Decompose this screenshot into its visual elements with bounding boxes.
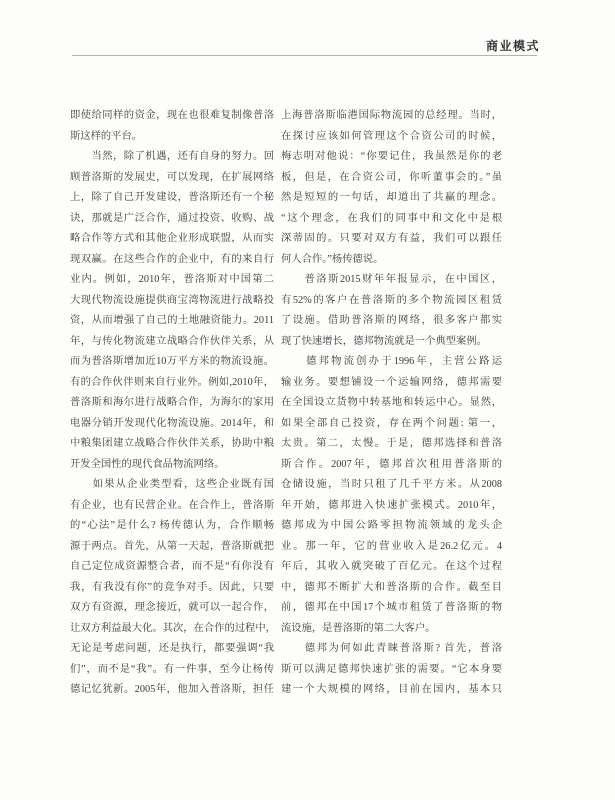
text-line: 有52%的客户在普洛斯的多个物流园区租赁: [281, 294, 502, 306]
text-line: 板，但是，在合资公司，你听董事会的。”虽: [281, 171, 502, 183]
text-line: 德邦成为中国公路零担物流领域的龙头企: [281, 520, 502, 531]
text-line: 有的合作伙伴则来自行业外。例如,2010年，: [70, 376, 274, 388]
text-line: 源于两点。首先，从第一天起，普洛斯就把: [70, 540, 274, 552]
text-line: 业。那一年，它的营业收入是26.2亿元。4: [281, 540, 502, 552]
text-line: 德邦为何如此青睐普洛斯? 首先，普洛: [281, 643, 502, 654]
text-line: 我，有我没有你”的竞争对手。因此，只要: [70, 581, 274, 593]
text-line: 诀，那就是广泛合作，通过投资、收购、战: [70, 212, 274, 224]
text-line: 有企业，也有民营企业。在合作上，普洛斯: [70, 499, 274, 511]
text-line: 当然，除了机遇，还有自身的努力。回: [70, 151, 274, 162]
text-line: 双方有资源，理念接近，就可以一起合作，: [70, 602, 274, 613]
text-line: 德记忆犹新。2005年，他加入普洛斯，担任: [70, 684, 274, 695]
text-line: 业内。例如，2010年，普洛斯对中国第二: [70, 274, 274, 285]
text-line: 即使给同样的资金，现在也很难复制像普洛: [70, 110, 274, 121]
text-line: 前，德邦在中国17个城市租赁了普洛斯的物: [281, 602, 502, 613]
text-line: 的“心法”是什么? 杨传德认为，合作顺畅: [70, 520, 274, 531]
text-line: 现双赢。在这些合作的企业中，有的来自行: [70, 253, 274, 265]
text-line: 在探讨应该如何管理这个合资公司的时候，: [281, 130, 502, 142]
text-line: 然是短短的一句话，却道出了共赢的理念。: [281, 192, 502, 203]
text-line: 资，从而增强了自己的土地融资能力。2011: [70, 315, 274, 326]
text-line: 无论是考虑问题，还是执行，都要强调“我: [70, 643, 274, 654]
text-line: 何人合作。”杨传德说。: [281, 253, 384, 265]
text-line: 顾普洛斯的发展史，可以发现，在扩展网络: [70, 171, 274, 183]
text-line: 让双方利益最大化。其次，在合作的过程中，: [70, 622, 276, 634]
text-line: 仓储设施，当时只租了几千平方米。从2008: [281, 479, 502, 490]
text-line: 输业务。要想铺设一个运输网络，德邦需要: [281, 376, 502, 388]
text-line: 年，与传化物流建立战略合作伙伴关系，从: [70, 335, 274, 347]
text-column-right: [281, 106, 502, 701]
text-line: 梅志明对他说：“你要记住，我虽然是你的老: [281, 151, 502, 162]
text-line: 如果从企业类型看，这些企业既有国: [70, 479, 274, 490]
text-line: 德邦物流创办于1996年，主营公路运: [281, 356, 502, 367]
text-line: 年后，其收入就突破了百亿元。在这个过程: [281, 561, 502, 572]
text-line: 上，除了自己开发建设，普洛斯还有一个秘: [70, 192, 274, 203]
page-header-title: 商业模式: [485, 39, 540, 53]
text-column-left: [70, 106, 274, 701]
text-line: 略合作等方式和其他企业形成联盟，从而实: [70, 233, 274, 244]
text-line: 斯这样的平台。: [70, 130, 143, 142]
text-line: 中，德邦不断扩大和普洛斯的合作。截至目: [281, 581, 502, 593]
text-line: 普洛斯和海尔进行战略合作，为海尔的家用: [70, 397, 274, 408]
text-line: 深蒂固的。只要对双方有益，我们可以跟任: [281, 233, 502, 244]
text-line: 开发全国性的现代食品物流网络。: [70, 458, 225, 470]
text-line: 上海普洛斯临港国际物流园的总经理。当时，: [281, 110, 502, 121]
text-line: 们”，而不是“我”。有一件事，至今让杨传: [70, 663, 274, 675]
text-line: 流设施，是普洛斯的第二大客户。: [281, 622, 436, 634]
text-line: 电器分销开发现代化物流设施。2014年，和: [70, 417, 274, 429]
text-line: 现了快速增长，德邦物流就是一个典型案例。: [281, 335, 487, 347]
text-line: 大现代物流设施提供商宝湾物流进行战略投: [70, 294, 274, 306]
text-line: 建一个大规模的网络，目前在国内，基本只: [281, 684, 502, 695]
text-line: 在全国设立货物中转基地和转运中心。显然，: [281, 397, 502, 408]
text-line: 年开始，德邦进入快速扩张模式。2010年，: [281, 499, 502, 511]
text-line: 普洛斯2015财年年报显示，在中国区，: [281, 274, 502, 285]
text-line: 中粮集团建立战略合作伙伴关系，协助中粮: [70, 438, 274, 449]
text-line: 斯合作。2007年，德邦首次租用普洛斯的: [281, 458, 502, 470]
text-line: 如果全部自己投资，存在两个问题: 第一，: [281, 417, 502, 429]
text-line: 斯可以满足德邦快速扩张的需要。“它本身要: [281, 663, 502, 675]
header-divider: [72, 55, 537, 56]
text-line: 自己定位成资源整合者，而不是“有你没有: [70, 561, 274, 572]
text-line: “这个理念，在我们的同事中和文化中是根: [281, 212, 502, 224]
text-line: 了设施。借助普洛斯的网络，很多客户都实: [281, 315, 502, 326]
text-line: 而为普洛斯增加近10万平方米的物流设施。: [70, 356, 274, 367]
text-line: 太贵。第二，太慢。于是，德邦选择和普洛: [281, 438, 502, 449]
